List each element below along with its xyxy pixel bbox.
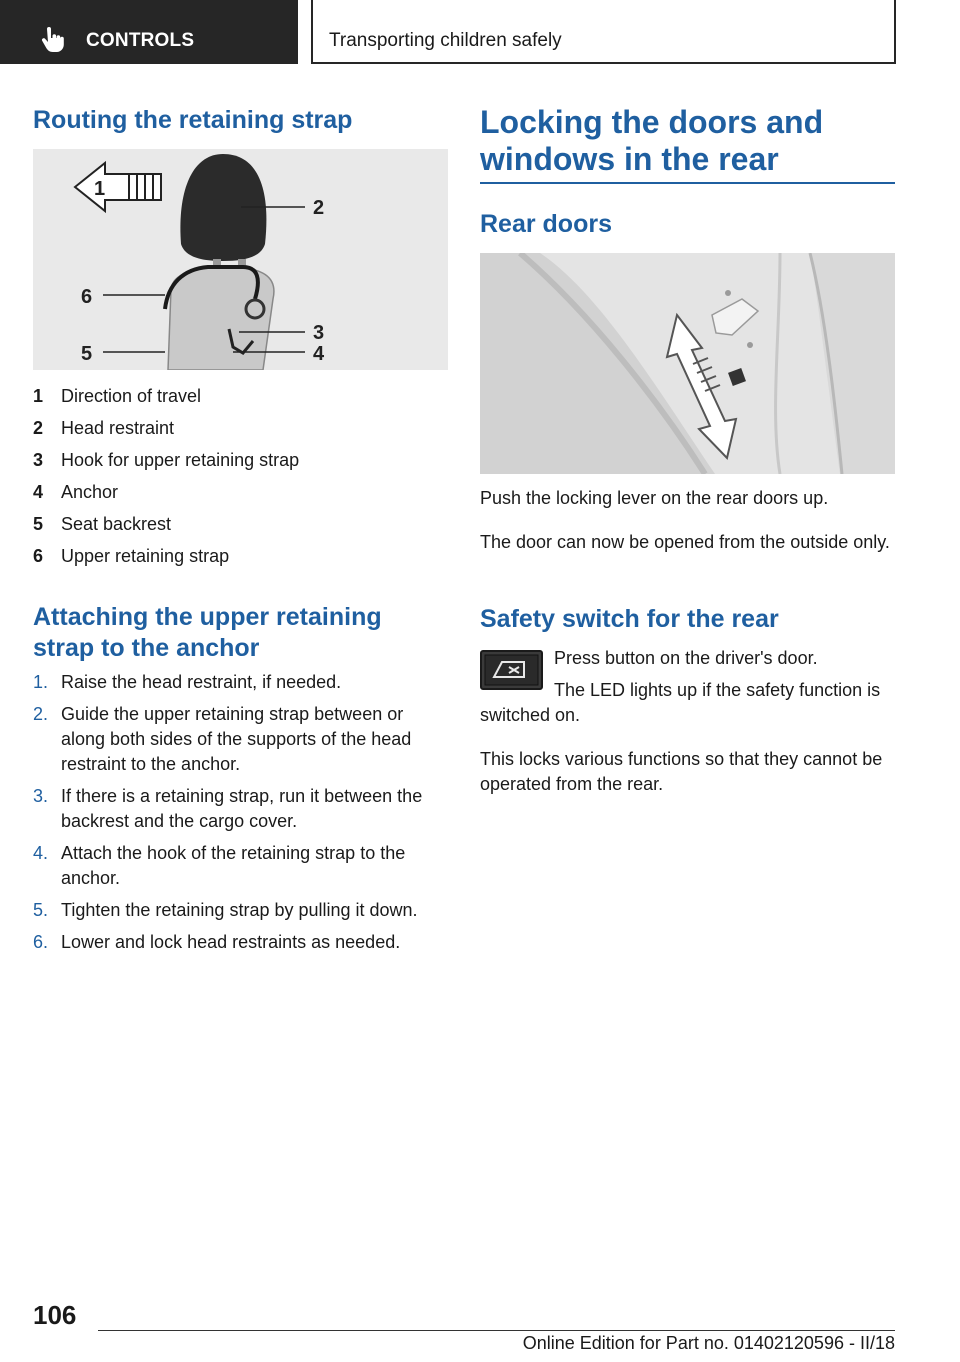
figure-legend (33, 380, 448, 572)
list-item (33, 898, 448, 923)
rear-doors-paragraph-2: The door can now be opened from the outside only. (480, 532, 890, 552)
locking-heading: Locking the doors and windows in the rear (480, 104, 824, 177)
list-item (33, 841, 448, 891)
figure-label-2: 2 (313, 197, 325, 219)
legend-item (33, 476, 448, 508)
page-number: 106 (33, 1300, 77, 1330)
legend-text: Hook for upper retaining strap (61, 449, 300, 470)
header-topic-box (311, 0, 896, 64)
hand-pointer-icon (40, 27, 64, 53)
legend-item (33, 412, 448, 444)
header-topic-title: Transporting children safely (329, 30, 562, 51)
step-text: Attach the hook of the retaining strap to the anchor. (61, 843, 406, 888)
headrest-strap-figure (33, 149, 448, 370)
step-text: Raise the head restraint, if needed. (61, 672, 342, 692)
direction-arrow (75, 163, 161, 211)
legend-text: Head restraint (61, 417, 175, 438)
figure-label-1: 1 (94, 178, 106, 200)
legend-text: Anchor (61, 481, 119, 502)
legend-text: Direction of travel (61, 385, 202, 406)
legend-item (33, 444, 448, 476)
safety-switch-heading: Safety switch for the rear (480, 605, 779, 633)
legend-text: Upper retaining strap (61, 545, 230, 566)
figure-label-4: 4 (313, 343, 325, 365)
step-number: 6. (33, 932, 49, 952)
step-text: Lower and lock head restraints as needed. (61, 932, 401, 952)
rear-doors-paragraph-1: Push the locking lever on the rear doors up. (480, 488, 829, 508)
rear-doors-heading: Rear doors (480, 210, 612, 238)
attach-steps-list (33, 670, 448, 962)
legend-item (33, 540, 448, 572)
rear-door-lock-figure (480, 253, 895, 474)
legend-item (33, 380, 448, 412)
list-item (33, 930, 448, 955)
step-number: 4. (33, 843, 49, 863)
footer-divider (98, 1330, 895, 1331)
list-item (33, 784, 448, 834)
step-number: 5. (33, 900, 49, 920)
safety-paragraph-3: This locks various functions so that they cannot be operated from the rear. (480, 749, 883, 794)
legend-number: 6 (33, 545, 44, 566)
legend-number: 5 (33, 513, 44, 534)
footer-edition: Online Edition for Part no. 01402120596 - II/18 (522, 1333, 895, 1353)
legend-number: 2 (33, 417, 44, 438)
legend-text: Seat backrest (61, 513, 172, 534)
header-section-title: CONTROLS (86, 30, 195, 51)
figure-label-3: 3 (313, 322, 325, 344)
legend-number: 3 (33, 449, 44, 470)
legend-number: 1 (33, 385, 44, 406)
rear-door-lock-illustration (480, 253, 895, 474)
attach-strap-heading: Attaching the upper retaining strap to the anchor (33, 603, 382, 662)
step-number: 1. (33, 672, 49, 692)
list-item (33, 670, 448, 695)
step-text: If there is a retaining strap, run it between the backrest and the cargo cover. (61, 786, 423, 831)
figure-label-5: 5 (81, 343, 93, 365)
list-item (33, 702, 448, 777)
step-text: Tighten the retaining strap by pulling it down. (61, 900, 418, 920)
headrest-strap-illustration (33, 149, 448, 370)
step-number: 3. (33, 786, 49, 806)
header-section-tab (0, 0, 298, 64)
safety-paragraph-2: The LED lights up if the safety function is switched on. (480, 680, 881, 725)
figure-label-6: 6 (81, 286, 93, 308)
legend-item (33, 508, 448, 540)
legend-number: 4 (33, 481, 44, 502)
step-number: 2. (33, 704, 49, 724)
step-text: Guide the upper retaining strap between or along both sides of the supports of the head restraint to the anchor. (61, 704, 412, 774)
safety-paragraph-1: Press button on the driver's door. (554, 648, 818, 668)
routing-strap-heading: Routing the retaining strap (33, 106, 353, 134)
heading-divider (480, 182, 895, 184)
